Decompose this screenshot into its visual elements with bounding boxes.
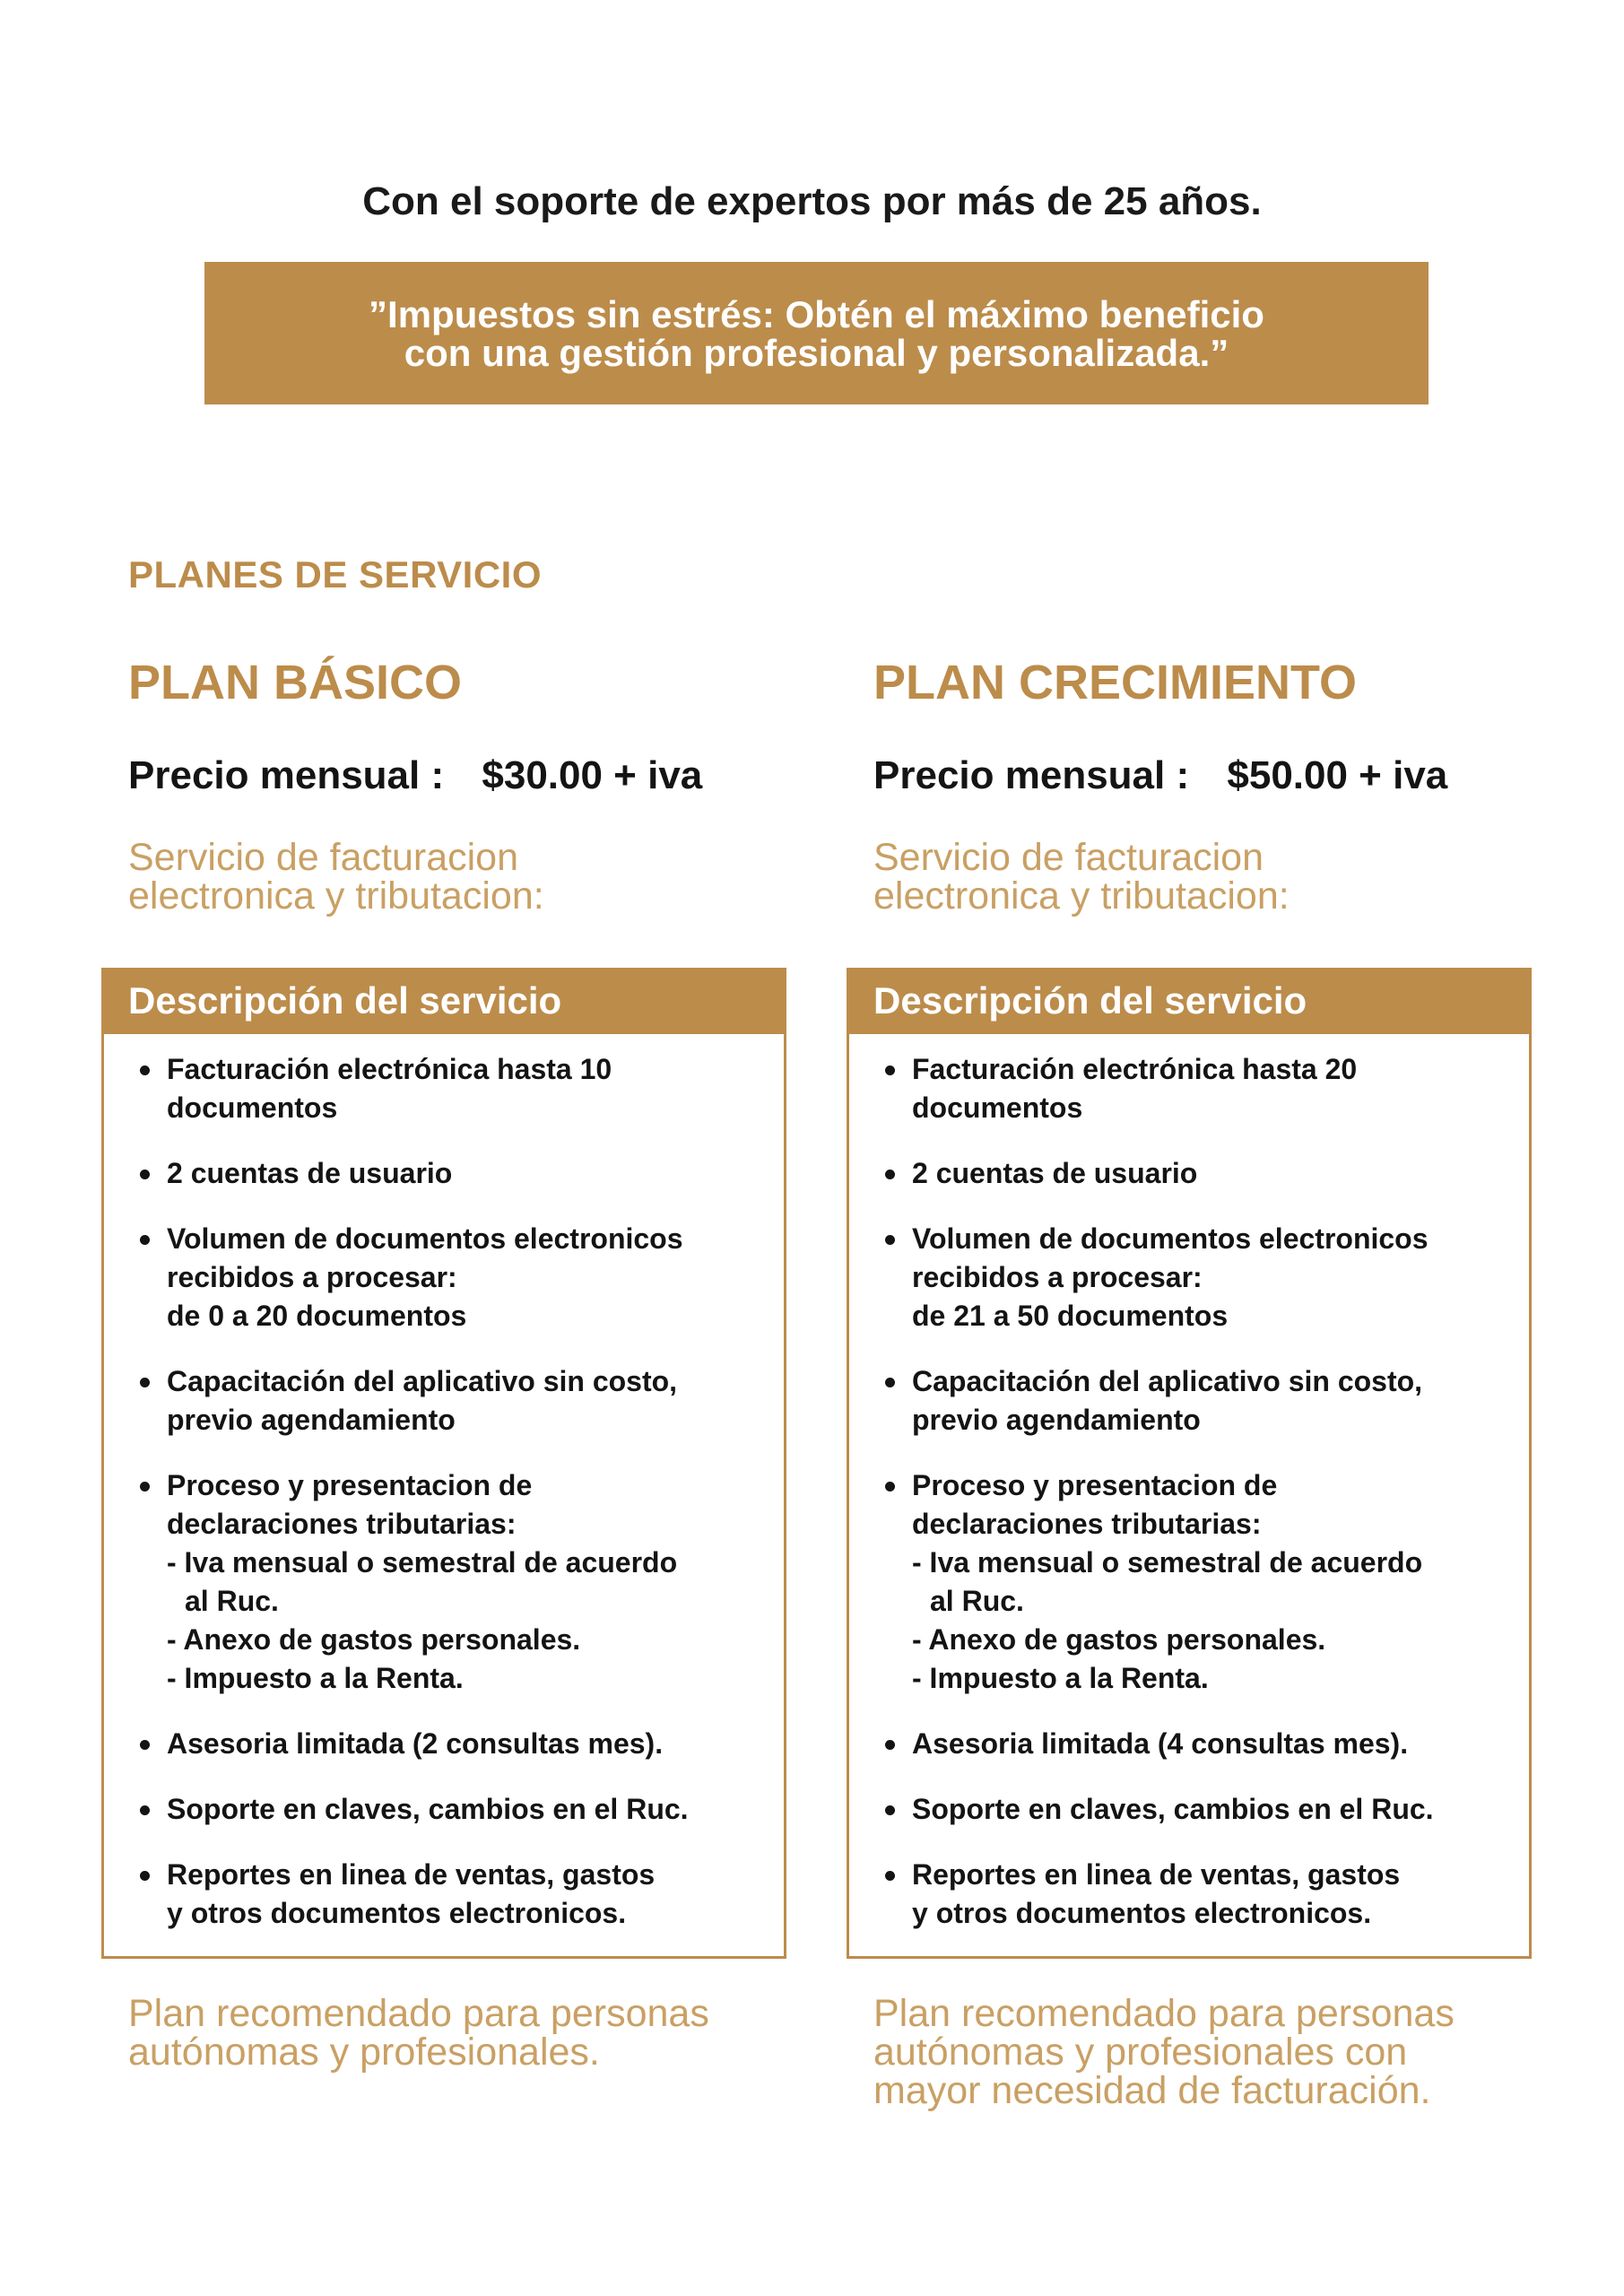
item-text: documentos [912, 1091, 1083, 1124]
description-box [847, 968, 1532, 1959]
item-text: Capacitación del aplicativo sin costo, [912, 1365, 1423, 1397]
list-item [885, 1362, 1515, 1439]
service-label [128, 836, 792, 918]
price-row [128, 753, 792, 807]
description-header: Descripción del servicio [847, 968, 1532, 1034]
list-item [140, 1725, 769, 1763]
item-text: Soporte en claves, cambios en el Ruc. [167, 1793, 689, 1825]
recommendation-line: mayor necesidad de facturación. [873, 2069, 1431, 2112]
item-text: de 0 a 20 documentos [167, 1300, 467, 1332]
plan-basico [101, 655, 792, 2072]
recommendation-line: autónomas y profesionales. [128, 2031, 600, 2074]
sub-item: - Anexo de gastos personales. [912, 1623, 1326, 1656]
item-text: Asesoria limitada (4 consultas mes). [912, 1727, 1409, 1760]
item-text: previo agendamiento [167, 1404, 456, 1436]
price-label: Precio mensual : [128, 753, 445, 797]
item-text: Volumen de documentos electronicos [912, 1222, 1429, 1255]
sub-item: al Ruc. [930, 1585, 1024, 1617]
service-label-line: electronica y tributacion: [128, 874, 544, 918]
item-text: Proceso y presentacion de [912, 1469, 1278, 1501]
sub-item: - Iva mensual o semestral de acuerdo [167, 1546, 678, 1578]
recommendation-line: autónomas y profesionales con [873, 2031, 1408, 2074]
item-text: documentos [167, 1091, 338, 1124]
recommendation-line: Plan recomendado para personas [128, 1992, 709, 2035]
item-text: Reportes en linea de ventas, gastos [167, 1858, 656, 1891]
service-label-line: Servicio de facturacion [873, 836, 1264, 879]
list-item [885, 1856, 1515, 1933]
list-item [140, 1466, 769, 1698]
item-text: de 21 a 50 documentos [912, 1300, 1229, 1332]
quote-line: con una gestión profesional y personalizada.” [404, 331, 1229, 374]
plan-recommendation [128, 1992, 792, 2074]
feature-list [104, 1034, 784, 1933]
quote-line: ”Impuestos sin estrés: Obtén el máximo beneficio [369, 292, 1264, 335]
list-item [140, 1050, 769, 1127]
sub-item: - Impuesto a la Renta. [912, 1662, 1209, 1694]
description-header: Descripción del servicio [101, 968, 786, 1034]
item-text: recibidos a procesar: [167, 1261, 457, 1293]
service-label [873, 836, 1537, 918]
sub-item: - Iva mensual o semestral de acuerdo [912, 1546, 1423, 1578]
item-text: Proceso y presentacion de [167, 1469, 533, 1501]
list-item [140, 1154, 769, 1193]
list-item [885, 1154, 1515, 1193]
item-text: previo agendamiento [912, 1404, 1201, 1436]
item-text: declaraciones tributarias: [167, 1508, 517, 1540]
price-value: $30.00 + iva [482, 753, 703, 797]
list-item [140, 1790, 769, 1829]
section-title: PLANES DE SERVICIO [128, 553, 542, 596]
description-box [101, 968, 786, 1959]
list-item [885, 1466, 1515, 1698]
price-label: Precio mensual : [873, 753, 1190, 797]
price-value: $50.00 + iva [1227, 753, 1448, 797]
item-text: Asesoria limitada (2 consultas mes). [167, 1727, 664, 1760]
item-text: 2 cuentas de usuario [912, 1157, 1198, 1189]
plan-name: PLAN BÁSICO [128, 656, 463, 709]
item-text: 2 cuentas de usuario [167, 1157, 453, 1189]
sub-item: - Anexo de gastos personales. [167, 1623, 581, 1656]
item-text: Reportes en linea de ventas, gastos [912, 1858, 1401, 1891]
list-item [885, 1050, 1515, 1127]
price-row [873, 753, 1537, 807]
list-item [885, 1790, 1515, 1829]
quote-banner [204, 262, 1429, 404]
item-text: Facturación electrónica hasta 20 [912, 1053, 1358, 1085]
item-text: y otros documentos electronicos. [912, 1897, 1372, 1929]
item-text: Soporte en claves, cambios en el Ruc. [912, 1793, 1434, 1825]
item-text: recibidos a procesar: [912, 1261, 1203, 1293]
tagline: Con el soporte de expertos por más de 25 años. [362, 179, 1262, 223]
service-label-line: Servicio de facturacion [128, 836, 518, 879]
list-item [885, 1725, 1515, 1763]
item-text: declaraciones tributarias: [912, 1508, 1262, 1540]
plan-crecimiento [847, 655, 1537, 2110]
list-item [140, 1362, 769, 1439]
sub-item: - Impuesto a la Renta. [167, 1662, 464, 1694]
item-text: y otros documentos electronicos. [167, 1897, 627, 1929]
list-item [140, 1856, 769, 1933]
plan-name: PLAN CRECIMIENTO [873, 656, 1358, 709]
sub-item: al Ruc. [185, 1585, 279, 1617]
recommendation-line: Plan recomendado para personas [873, 1992, 1455, 2035]
service-label-line: electronica y tributacion: [873, 874, 1290, 918]
plan-recommendation [873, 1992, 1537, 2112]
item-text: Capacitación del aplicativo sin costo, [167, 1365, 678, 1397]
list-item [885, 1220, 1515, 1335]
feature-list [849, 1034, 1529, 1933]
item-text: Facturación electrónica hasta 10 [167, 1053, 612, 1085]
list-item [140, 1220, 769, 1335]
item-text: Volumen de documentos electronicos [167, 1222, 683, 1255]
